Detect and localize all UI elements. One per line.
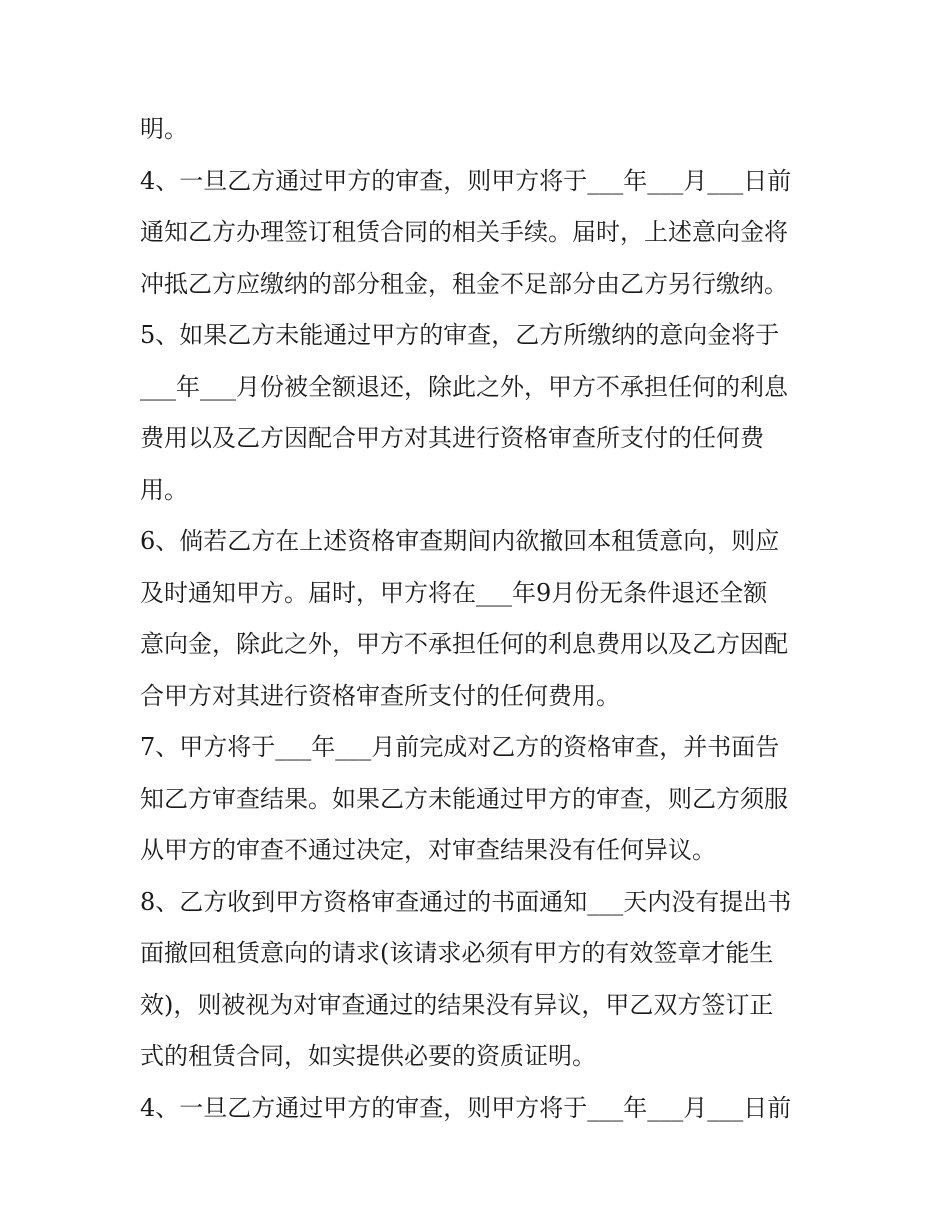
text-line: 通知乙方办理签订租赁合同的相关手续。届时，上述意向金将 [140,218,788,246]
text-line: 明。 [140,115,188,143]
text-line: 知乙方审查结果。如果乙方未能通过甲方的审查，则乙方须服 [140,784,788,813]
text-line: 费用以及乙方因配合甲方对其进行资格审查所支付的任何费 [140,424,764,452]
text-line: 用。 [140,475,188,504]
text-line: 效)，则被视为对审查通过的结果没有异议，甲乙双方签订正 [140,990,774,1019]
text-line: 6、倘若乙方在上述资格审查期间内欲撤回本租赁意向，则应 [140,527,780,555]
text-line: 8、乙方收到甲方资格审查通过的书面通知___天内没有提出书 [140,887,792,916]
text-line: 4、一旦乙方通过甲方的审查，则甲方将于___年___月___日前 [140,1093,792,1122]
text-line: 合甲方对其进行资格审查所支付的任何费用。 [140,681,620,710]
document-body [140,104,820,1134]
text-line: 及时通知甲方。届时，甲方将在___年9月份无条件退还全额 [140,578,768,607]
text-line: 从甲方的审查不通过决定，对审查结果没有任何异议。 [140,836,716,864]
text-line: ___年___月份被全额退还，除此之外，甲方不承担任何的利息 [140,372,788,401]
text-line: 面撤回租赁意向的请求(该请求必须有甲方的有效签章才能生 [140,939,774,967]
text-line: 意向金，除此之外，甲方不承担任何的利息费用以及乙方因配 [140,630,788,658]
text-line: 式的租赁合同，如实提供必要的资质证明。 [140,1042,596,1070]
text-line: 5、如果乙方未能通过甲方的审查，乙方所缴纳的意向金将于 [140,321,780,349]
text-line: 7、甲方将于___年___月前完成对乙方的资格审查，并书面告 [140,733,780,761]
text-line: 4、一旦乙方通过甲方的审查，则甲方将于___年___月___日前 [140,166,792,195]
text-line: 冲抵乙方应缴纳的部分租金，租金不足部分由乙方另行缴纳。 [140,269,788,298]
